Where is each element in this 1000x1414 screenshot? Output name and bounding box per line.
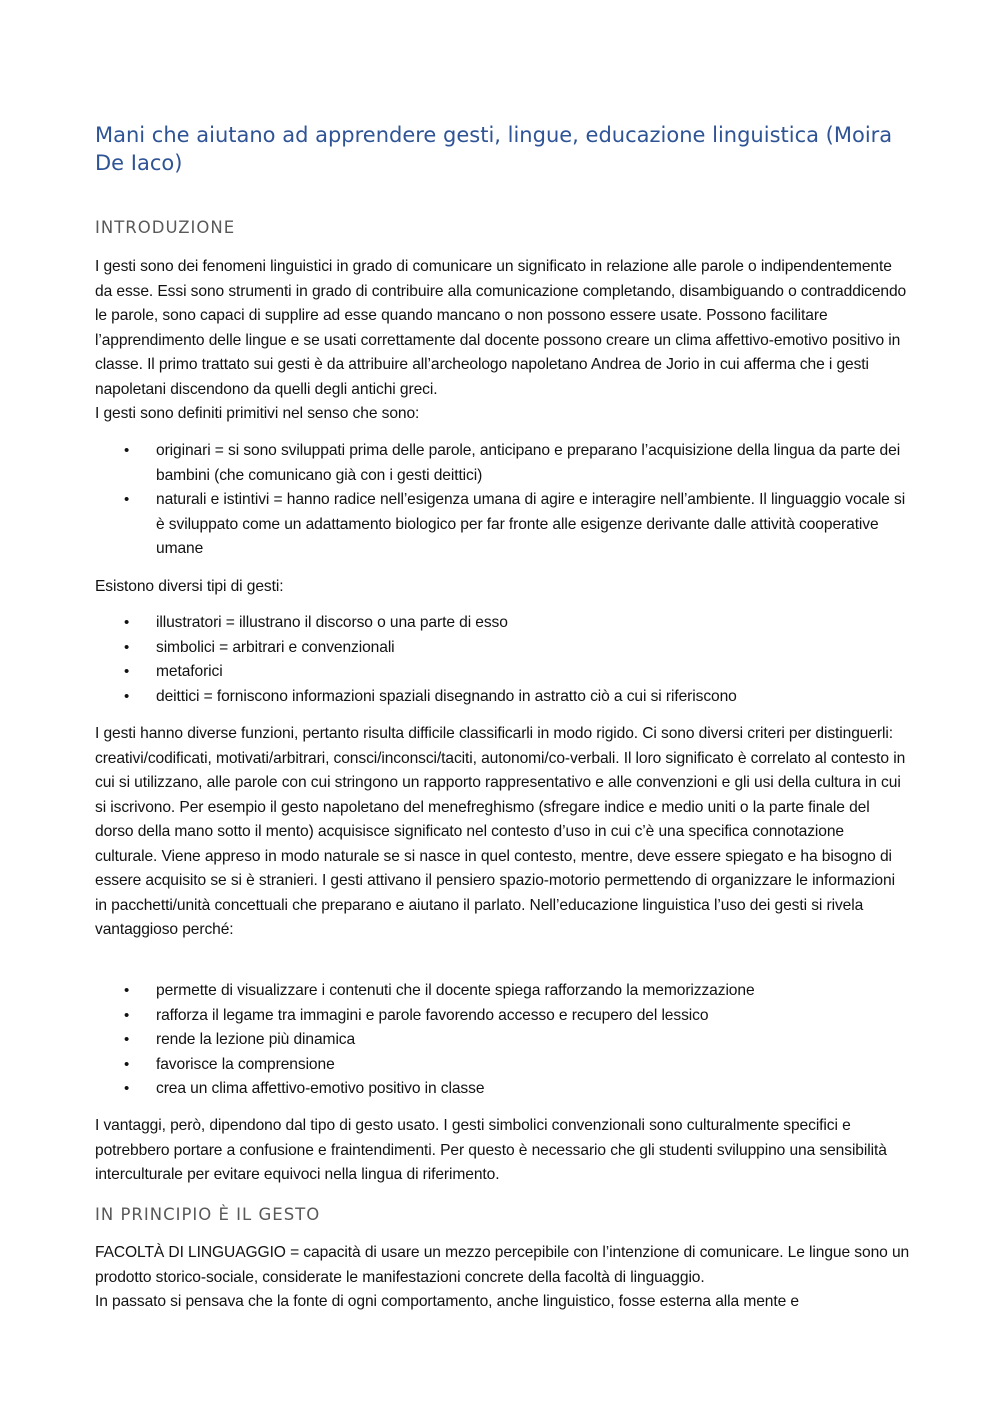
list-item-text: rafforza il legame tra immagini e parole favorendo accesso e recupero del lessico bbox=[156, 1006, 709, 1024]
list-item-text: permette di visualizzare i contenuti che il docente spiega rafforzando la memorizzazione bbox=[156, 982, 755, 999]
list-item bbox=[95, 660, 910, 685]
list-item-text: illustratori = illustrano il discorso o una parte di esso bbox=[156, 614, 508, 631]
list-item-text: favorisce la comprensione bbox=[156, 1055, 335, 1073]
bullet-icon: • bbox=[124, 1031, 130, 1048]
section-heading-introduzione: INTRODUZIONE bbox=[95, 218, 236, 237]
bullet-icon: • bbox=[124, 687, 130, 705]
list-item-text: originari = si sono sviluppati prima delle parole, anticipano e preparano l’acquisizione della lingua da parte dei bambini (che comunicano già con i gesti deittici) bbox=[156, 442, 901, 484]
list-item bbox=[95, 488, 910, 562]
paragraph-funzioni: I gesti hanno diverse funzioni, pertanto risulta difficile classificarli in modo rigido. Ci sono diversi criteri per distinguerli: creativi/codificati, motivati/arbitrari, consci/inconsci/taciti, autonomi/co-verbali. Il loro significato è correlato al contesto in cui si utilizzano, alle parole con cui stringono un rapporto rappresentativo e alle convenzioni e gli usi della cultura in cui si iscrivono. Per esempio il gesto napoletano del menefreghismo (sfregare indice e medio uniti o la parte finale del dorso della mano sotto il mento) acquisisce significato nel contesto d’uso in cui c’è una specifica connotazione culturale. Viene appreso in modo naturale se si nasce in quel contesto, mentre, deve essere spiegato e ha bisogno di essere acquisito se si è stranieri. I gesti attivano il pensiero spazio-motorio permettendo di organizzare le informazioni in pacchetti/unità concettuali che preparano e aiutano il parlato. Nell’educazione linguistica l’uso dei gesti si rivela vantaggioso perché: bbox=[95, 725, 906, 938]
document-title: Mani che aiutano ad apprendere gesti, lingue, educazione linguistica (Moira De Iaco) bbox=[95, 123, 893, 175]
list-item bbox=[95, 611, 910, 636]
paragraph-tipi: Esistono diversi tipi di gesti: bbox=[95, 578, 284, 595]
bullet-icon: • bbox=[124, 1006, 130, 1024]
list-item-text: deittici = forniscono informazioni spaziali disegnando in astratto ciò a cui si riferiscono bbox=[156, 687, 737, 705]
list-item bbox=[95, 1028, 910, 1053]
list-vantaggi bbox=[95, 979, 910, 1102]
paragraph-passato: In passato si pensava che la fonte di ogni comportamento, anche linguistico, fosse esterna alla mente e bbox=[95, 1293, 799, 1310]
paragraph-primitivi: I gesti sono definiti primitivi nel senso che sono: bbox=[95, 405, 420, 422]
bullet-icon: • bbox=[124, 614, 130, 631]
list-item-text: rende la lezione più dinamica bbox=[156, 1031, 356, 1048]
list-item bbox=[95, 636, 910, 661]
list-item bbox=[95, 685, 910, 710]
list-item-text: crea un clima affettivo-emotivo positivo in classe bbox=[156, 1080, 485, 1097]
bullet-icon: • bbox=[124, 982, 130, 999]
bullet-icon: • bbox=[124, 663, 130, 680]
paragraph-facolta: FACOLTÀ DI LINGUAGGIO = capacità di usare un mezzo percepibile con l’intenzione di comunicare. Le lingue sono un prodotto storico-sociale, considerate le manifestazioni concrete della facoltà di linguaggio. bbox=[95, 1244, 910, 1286]
list-item bbox=[95, 439, 910, 488]
bullet-icon: • bbox=[124, 638, 130, 656]
section-heading-in-principio: IN PRINCIPIO È IL GESTO bbox=[95, 1205, 321, 1224]
list-item bbox=[95, 1053, 910, 1078]
bullet-icon: • bbox=[124, 1055, 130, 1073]
list-item bbox=[95, 979, 910, 1004]
list-item-text: simbolici = arbitrari e convenzionali bbox=[156, 638, 395, 656]
list-item bbox=[95, 1077, 910, 1102]
bullet-icon: • bbox=[124, 491, 130, 508]
bullet-icon: • bbox=[124, 1080, 130, 1097]
list-item-text: metaforici bbox=[156, 663, 223, 680]
paragraph-vantaggi: I vantaggi, però, dipendono dal tipo di gesto usato. I gesti simbolici convenzionali sono culturalmente specifici e potrebbero portare a confusione e fraintendimenti. Per questo è necessario che gli studenti sviluppino una sensibilità interculturale per evitare equivoci nella lingua di riferimento. bbox=[95, 1117, 887, 1183]
bullet-icon: • bbox=[124, 442, 130, 459]
paragraph-intro: I gesti sono dei fenomeni linguistici in grado di comunicare un significato in relazione alle parole o indipendentemente da esse. Essi sono strumenti in grado di contribuire alla comunicazione completando, disambiguando o contraddicendo le parole, sono capaci di supplire ad esse quando mancano o non possono essere usate. Possono facilitare l’apprendimento delle lingue e se usati correttamente dal docente possono creare un clima affettivo-emotivo positivo in classe. Il primo trattato sui gesti è da attribuire all’archeologo napoletano Andrea de Jorio in cui afferma che i gesti napoletani discendono da quelli degli antichi greci. bbox=[95, 258, 907, 398]
list-tipi-gesti bbox=[95, 611, 910, 709]
list-primitivi bbox=[95, 439, 910, 562]
list-item-text: naturali e istintivi = hanno radice nell’esigenza umana di agire e interagire nell’ambiente. Il linguaggio vocale si è sviluppato come un adattamento biologico per far fronte alle esigenze derivante dalle attività cooperative umane bbox=[156, 491, 906, 557]
list-item bbox=[95, 1004, 910, 1029]
